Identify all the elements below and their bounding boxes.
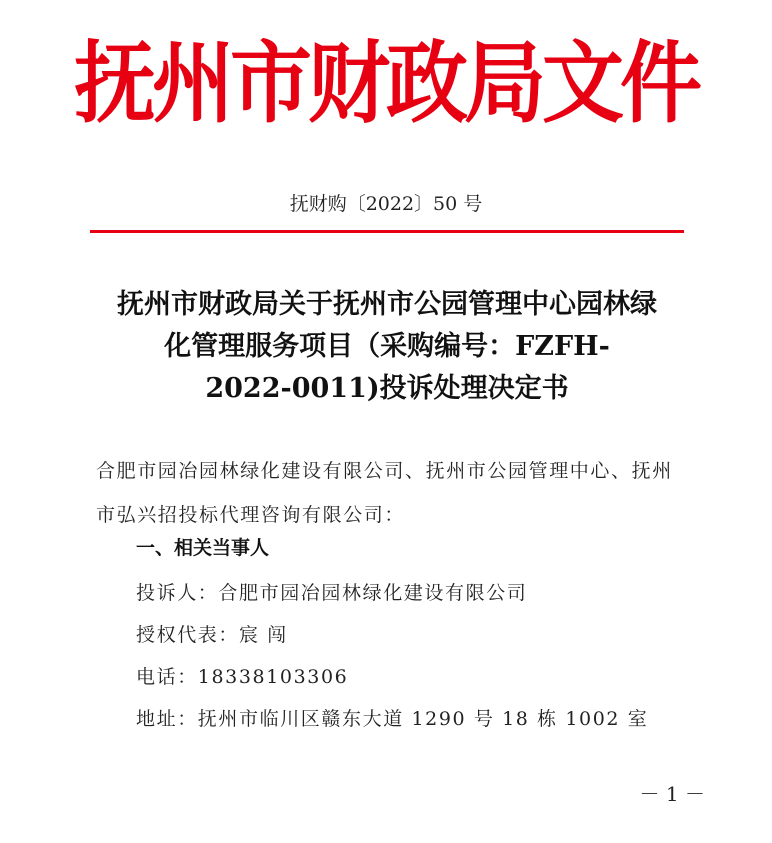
section-heading-parties: 一、相关当事人 bbox=[136, 537, 270, 559]
title-line-1: 抚州市财政局关于抚州市公园管理中心园林绿 bbox=[117, 289, 657, 320]
title-line-3: 2022-0011)投诉处理决定书 bbox=[205, 373, 569, 404]
representative-line: 授权代表：宸 闯 bbox=[136, 624, 288, 646]
complainant-line: 投诉人：合肥市园冶园林绿化建设有限公司 bbox=[136, 582, 528, 604]
document-title bbox=[88, 284, 686, 410]
addressee-line-2: 市弘兴招投标代理咨询有限公司： bbox=[96, 504, 406, 526]
document-number: 抚财购〔2022〕50 号 bbox=[289, 193, 483, 215]
title-line-2: 化管理服务项目（采购编号：FZFH- bbox=[164, 331, 610, 362]
page-number: － 1 － bbox=[639, 782, 705, 806]
addressee bbox=[96, 449, 686, 537]
addressee-line-1: 合肥市园冶园林绿化建设有限公司、抚州市公园管理中心、抚州 bbox=[96, 460, 673, 482]
address-line: 地址：抚州市临川区赣东大道 1290 号 18 栋 1002 室 bbox=[136, 708, 649, 730]
red-divider-line bbox=[90, 230, 684, 233]
phone-line: 电话：18338103306 bbox=[136, 666, 349, 688]
red-header-title: 抚州市财政局文件 bbox=[73, 32, 698, 136]
